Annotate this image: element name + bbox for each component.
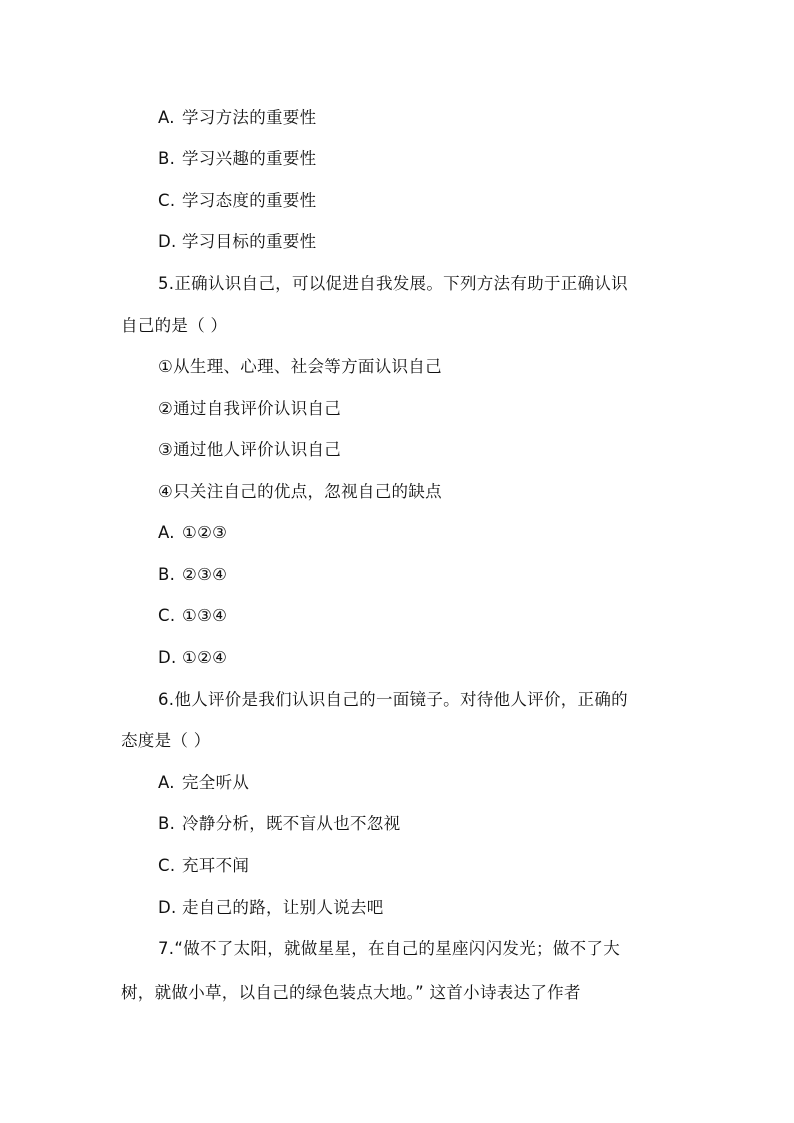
q6-option-a <box>158 772 249 794</box>
option-text: ①③④ <box>182 606 228 625</box>
q5-statement-1: ①从生理、心理、社会等方面认识自己 <box>158 357 442 376</box>
option-label: A. <box>158 773 175 792</box>
option-label: C. <box>158 606 176 625</box>
q5-option-d <box>158 647 227 669</box>
q6-stem-line1: 6.他人评价是我们认识自己的一面镜子。对待他人评价，正确的 <box>158 690 628 709</box>
option-label: B. <box>158 814 176 833</box>
option-text: 学习态度的重要性 <box>182 191 317 210</box>
option-text: 学习目标的重要性 <box>182 232 317 251</box>
option-text: 学习兴趣的重要性 <box>182 149 317 168</box>
option-label: A. <box>158 523 175 542</box>
option-label: C. <box>158 856 176 875</box>
q5-statement-2: ②通过自我评价认识自己 <box>158 399 342 418</box>
q6-stem-line2: 态度是（ ） <box>121 731 211 750</box>
option-label: D. <box>158 898 177 917</box>
q5-stem-line2: 自己的是（ ） <box>121 316 228 335</box>
option-label: A. <box>158 108 175 127</box>
q5-option-a <box>158 522 227 544</box>
option-text: 充耳不闻 <box>182 856 250 875</box>
q4-option-b <box>158 148 316 170</box>
option-label: D. <box>158 232 177 251</box>
q4-option-a <box>158 107 316 129</box>
q5-option-c <box>158 605 227 627</box>
option-label: C. <box>158 191 176 210</box>
option-label: B. <box>158 565 176 584</box>
option-text: 学习方法的重要性 <box>182 108 317 127</box>
option-text: ①②④ <box>182 648 228 667</box>
option-text: 走自己的路，让别人说去吧 <box>182 898 384 917</box>
q6-option-b <box>158 813 400 835</box>
q5-statement-3: ③通过他人评价认识自己 <box>158 440 342 459</box>
q5-option-b <box>158 564 227 586</box>
q6-option-d <box>158 897 384 919</box>
q6-option-c <box>158 855 249 877</box>
q4-option-c <box>158 190 316 212</box>
q5-stem-line1: 5.正确认识自己，可以促进自我发展。下列方法有助于正确认识 <box>158 274 628 293</box>
q7-stem-line2: 树，就做小草，以自己的绿色装点大地。” 这首小诗表达了作者 <box>121 983 581 1002</box>
option-text: ①②③ <box>182 523 228 542</box>
option-text: ②③④ <box>182 565 228 584</box>
q7-stem-line1: 7.“做不了太阳，就做星星，在自己的星座闪闪发光；做不了大 <box>158 939 620 958</box>
q4-option-d <box>158 231 316 253</box>
q5-statement-4: ④只关注自己的优点，忽视自己的缺点 <box>158 482 442 501</box>
option-text: 冷静分析，既不盲从也不忽视 <box>182 814 401 833</box>
option-label: B. <box>158 149 176 168</box>
option-label: D. <box>158 648 177 667</box>
option-text: 完全听从 <box>182 773 250 792</box>
